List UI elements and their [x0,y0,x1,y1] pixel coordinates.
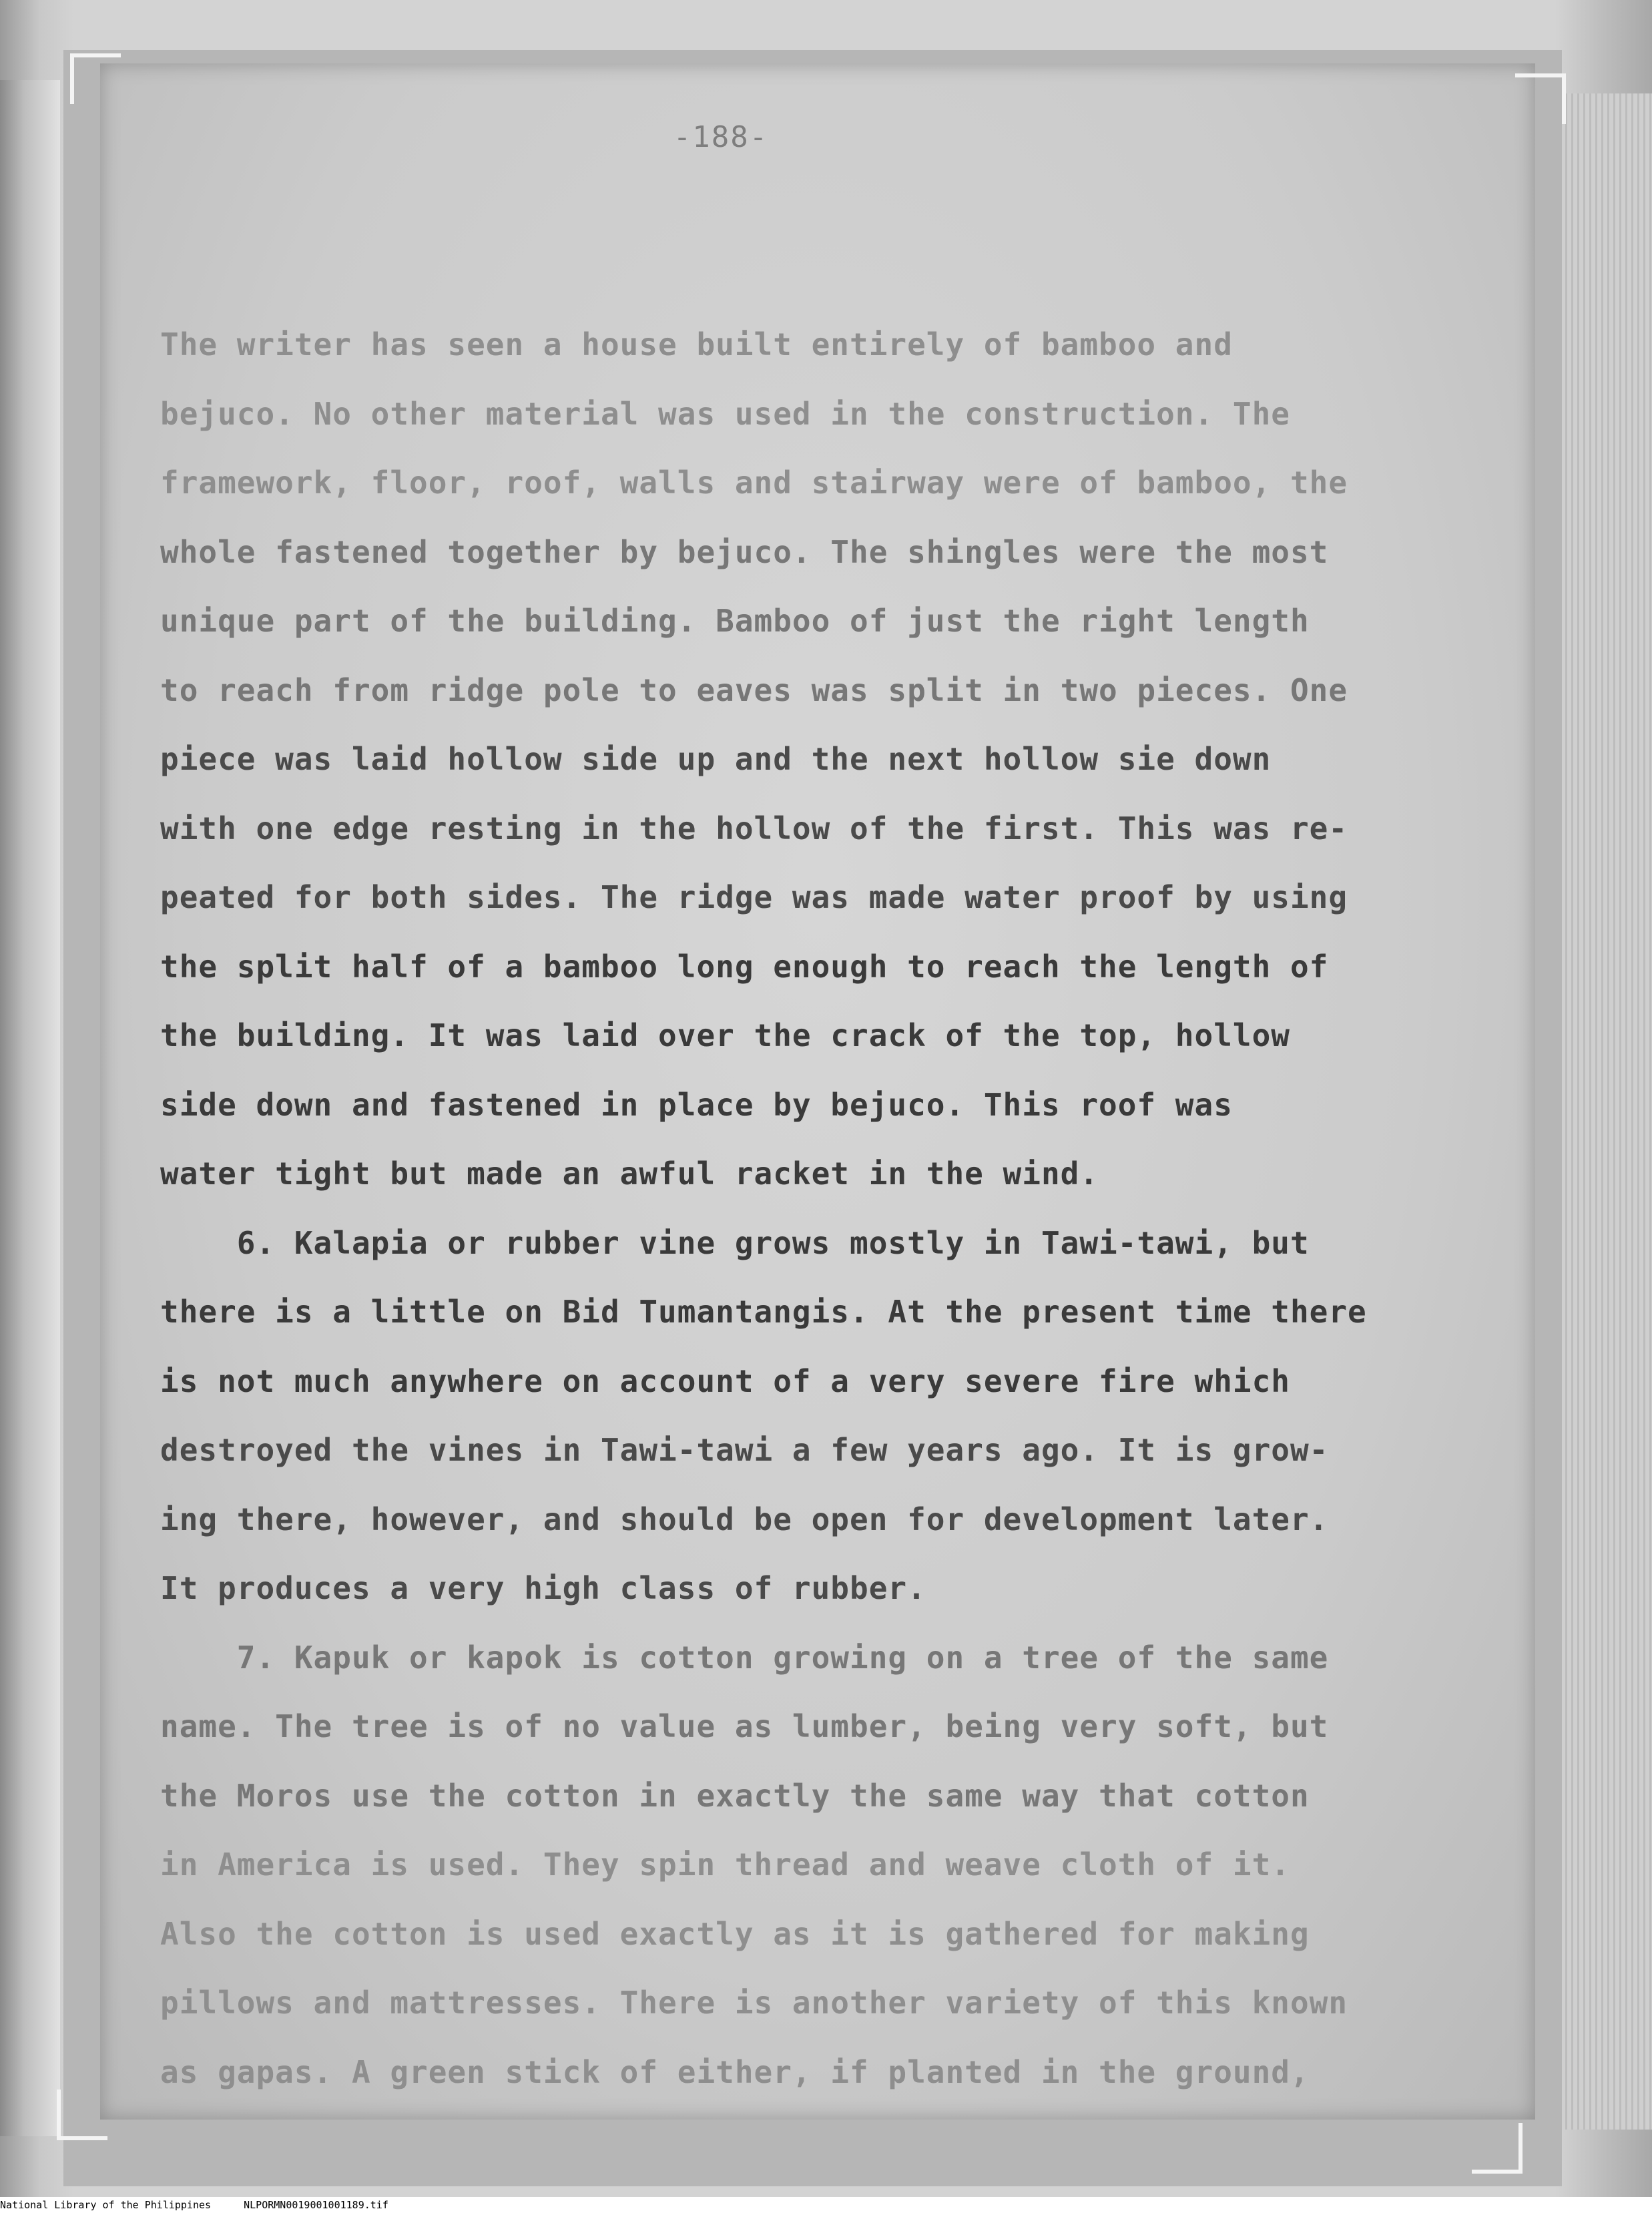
crop-mark-top-left [70,53,121,104]
footer-library-name: National Library of the Philippines [0,2199,212,2211]
text-line: piece was laid hollow side up and the next hollow sie down [160,741,1272,777]
text-line: with one edge resting in the hollow of the first. This was re- [160,810,1348,846]
text-line: in America is used. They spin thread and weave cloth of it. [160,1847,1290,1883]
text-line: 6. Kalapia or rubber vine grows mostly in Tawi-tawi, but [160,1224,1310,1261]
text-line: 7. Kapuk or kapok is cotton growing on a tree of the same [160,1639,1329,1676]
text-line: framework, floor, roof, walls and stairway were of bamboo, the [160,465,1348,501]
crop-mark-bottom-left [57,2089,107,2140]
text-line: The writer has seen a house built entirely of bamboo and [160,326,1233,362]
text-line: It produces a very high class of rubber. [160,1570,926,1606]
text-line: as gapas. A green stick of either, if planted in the ground, [160,2053,1310,2090]
crop-mark-top-right [1515,73,1566,124]
page-stack-edge-right [1555,93,1652,2130]
adjacent-page-left [0,80,60,2136]
body-text [160,310,1428,2107]
text-line: to reach from ridge pole to eaves was split in two pieces. One [160,672,1348,708]
text-line: Also the cotton is used exactly as it is gathered for making [160,1915,1310,1952]
text-line: bejuco. No other material was used in the construction. The [160,395,1290,432]
scan-footer [0,2197,1652,2213]
text-line: there is a little on Bid Tumantangis. At the present time there [160,1294,1367,1330]
text-line: pillows and mattresses. There is another variety of this known [160,1985,1348,2021]
page-number: -188- [673,120,769,154]
text-line: name. The tree is of no value as lumber, being very soft, but [160,1708,1329,1744]
text-line: ing there, however, and should be open for development later. [160,1501,1329,1537]
text-line: whole fastened together by bejuco. The shingles were the most [160,533,1329,570]
text-line: the split half of a bamboo long enough to reach the length of [160,948,1329,985]
crop-mark-bottom-right [1472,2123,1523,2174]
text-line: destroyed the vines in Tawi-tawi a few years ago. It is grow- [160,1432,1329,1468]
text-line: is not much anywhere on account of a very severe fire which [160,1363,1290,1399]
text-line: the building. It was laid over the crack of the top, hollow [160,1017,1290,1053]
text-line: unique part of the building. Bamboo of just the right length [160,603,1310,639]
text-line: the Moros use the cotton in exactly the same way that cotton [160,1777,1310,1814]
footer-filename: NLPORMN0019001001189.tif [244,2199,388,2211]
text-line: water tight but made an awful racket in the wind. [160,1156,1099,1192]
text-line: side down and fastened in place by bejuco. This roof was [160,1086,1233,1123]
text-line: peated for both sides. The ridge was made water proof by using [160,879,1348,915]
